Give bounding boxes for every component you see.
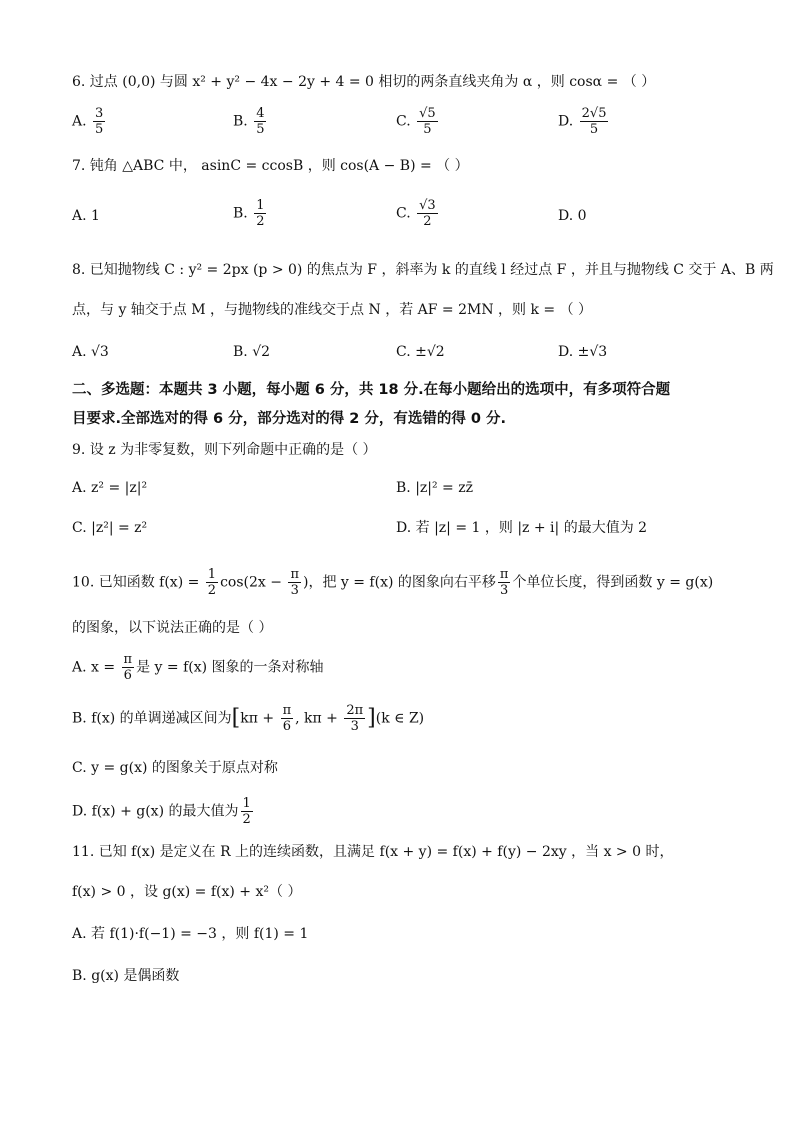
option-letter: B. [233,344,248,360]
q11-stem-line2: f(x) > 0 ，设 g(x) = f(x) + x²（ ） [72,884,302,900]
numerator: π [123,652,133,667]
option-letter: A. [72,208,87,224]
fraction [93,106,105,137]
denominator: 3 [350,719,359,734]
option-text: 0 [577,208,587,224]
fraction [206,567,218,598]
q8-option-a [72,342,109,362]
option-text: D. f(x) + g(x) 的最大值为 [72,803,239,820]
option-letter: B. [233,113,248,130]
q8-option-d [558,342,607,362]
option-text: B. f(x) 的单调递减区间为 [72,710,232,727]
denominator: 5 [256,122,265,137]
fraction [417,198,438,229]
stem-text: 个单位长度，得到函数 y = g(x) [512,574,714,591]
denominator: 5 [95,122,104,137]
fraction [281,703,294,734]
numerator: 1 [256,198,265,213]
option-text: 1 [91,208,100,224]
q10-option-c: C. y = g(x) 的图象关于原点对称 [72,760,278,776]
option-text: kπ + [240,710,279,727]
q8-option-b [233,342,270,362]
denominator: 2 [423,214,432,229]
denominator: 2 [242,812,251,827]
q6-option-c [396,106,440,137]
denominator: 2 [207,583,217,598]
stem-text: )，把 y = f(x) 的图象向右平移 [302,574,496,591]
option-letter: C. [396,113,411,130]
q10-option-a [72,652,324,683]
q8-option-c [396,342,445,362]
q7-option-c [396,198,440,229]
bracket-open: [ [231,705,241,731]
q6-option-a [72,106,107,137]
q10-option-b [72,703,424,734]
option-text: (k ∈ Z) [375,710,425,727]
numerator: π [290,567,299,582]
q7-stem: 7. 钝角 △ABC 中， asinC = ccosB ，则 cos(A − B) = （ ） [72,158,469,174]
numerator: 2π [346,703,364,718]
q9-option-c: C. |z²| = z² [72,520,148,536]
denominator: 5 [589,122,599,137]
q10-stem-line2: 的图象，以下说法正确的是（ ） [72,620,273,636]
q6-option-b [233,106,268,137]
denominator: 3 [290,583,299,598]
q6-option-d [558,106,610,137]
numerator: 4 [256,106,265,121]
q11-stem-line1: 11. 已知 f(x) 是定义在 R 上的连续函数，且满足 f(x + y) = f(x) + f(y) − 2xy ，当 x > 0 时， [72,844,674,860]
numerator: √3 [419,198,436,213]
q10-option-d [72,796,255,827]
q7-option-b [233,198,268,229]
q9-option-a: A. z² = |z|² [72,480,148,496]
q10-stem-line1 [72,567,713,598]
q7-option-a [72,206,100,226]
numerator: √5 [419,106,436,121]
q7-option-d [558,206,587,226]
fraction [417,106,438,137]
q9-stem: 9. 设 z 为非零复数，则下列命题中正确的是（ ） [72,442,377,458]
option-text: ±√2 [415,344,445,360]
section-heading-line1: 二、多选题：本题共 3 小题，每小题 6 分，共 18 分.在每小题给出的选项中，有多项符合题 [72,382,671,398]
option-letter: D. [558,344,574,360]
q9-option-b: B. |z|² = zz̄ [396,480,473,496]
stem-text: 10. 已知函数 f(x) = [72,574,204,591]
option-letter: D. [558,208,574,224]
option-letter: B. [233,205,248,222]
fraction [122,652,135,683]
q11-option-a: A. 若 f(1)·f(−1) = −3 ，则 f(1) = 1 [72,926,309,942]
option-text: √3 [91,344,109,360]
option-text: √2 [252,344,271,360]
q6-stem: 6. 过点 (0,0) 与圆 x² + y² − 4x − 2y + 4 = 0 相切的两条直线夹角为 α ，则 cosα = （ ） [72,74,656,90]
section-heading-line2: 目要求.全部选对的得 6 分，部分选对的得 2 分，有选错的得 0 分. [72,411,507,427]
option-letter: D. [558,113,574,130]
denominator: 6 [123,668,132,683]
denominator: 3 [500,583,509,598]
denominator: 5 [423,122,432,137]
option-letter: A. [72,344,87,360]
numerator: 3 [95,106,104,121]
fraction [254,198,266,229]
denominator: 2 [256,214,265,229]
fraction [498,567,511,598]
q9-option-d: D. 若 |z| = 1 ，则 |z + i| 的最大值为 2 [396,520,648,536]
fraction [254,106,266,137]
denominator: 6 [282,719,291,734]
option-text: ±√3 [577,344,608,360]
fraction [288,567,301,598]
numerator: 2√5 [581,106,607,121]
numerator: π [499,567,509,582]
option-letter: A. [72,113,87,130]
bracket-close: ] [367,705,376,731]
q8-stem-line2: 点，与 y 轴交于点 M ，与抛物线的准线交于点 N ，若 AF = 2MN ，则 k = （ ） [72,302,593,318]
stem-text: cos(2x − [220,574,287,591]
fraction [241,796,253,827]
option-text: A. x = [72,659,120,676]
option-letter: C. [396,344,411,360]
fraction [344,703,365,734]
q11-option-b: B. g(x) 是偶函数 [72,968,180,984]
option-text: , kπ + [295,710,343,727]
option-text: 是 y = f(x) 图象的一条对称轴 [136,659,324,676]
numerator: 1 [207,567,217,582]
numerator: 1 [242,796,251,811]
option-letter: C. [396,205,411,222]
fraction [580,106,609,137]
q8-stem-line1: 8. 已知抛物线 C : y² = 2px (p > 0) 的焦点为 F ，斜率为 k 的直线 l 经过点 F ，并且与抛物线 C 交于 A、B 两 [72,262,774,278]
numerator: π [282,703,292,718]
